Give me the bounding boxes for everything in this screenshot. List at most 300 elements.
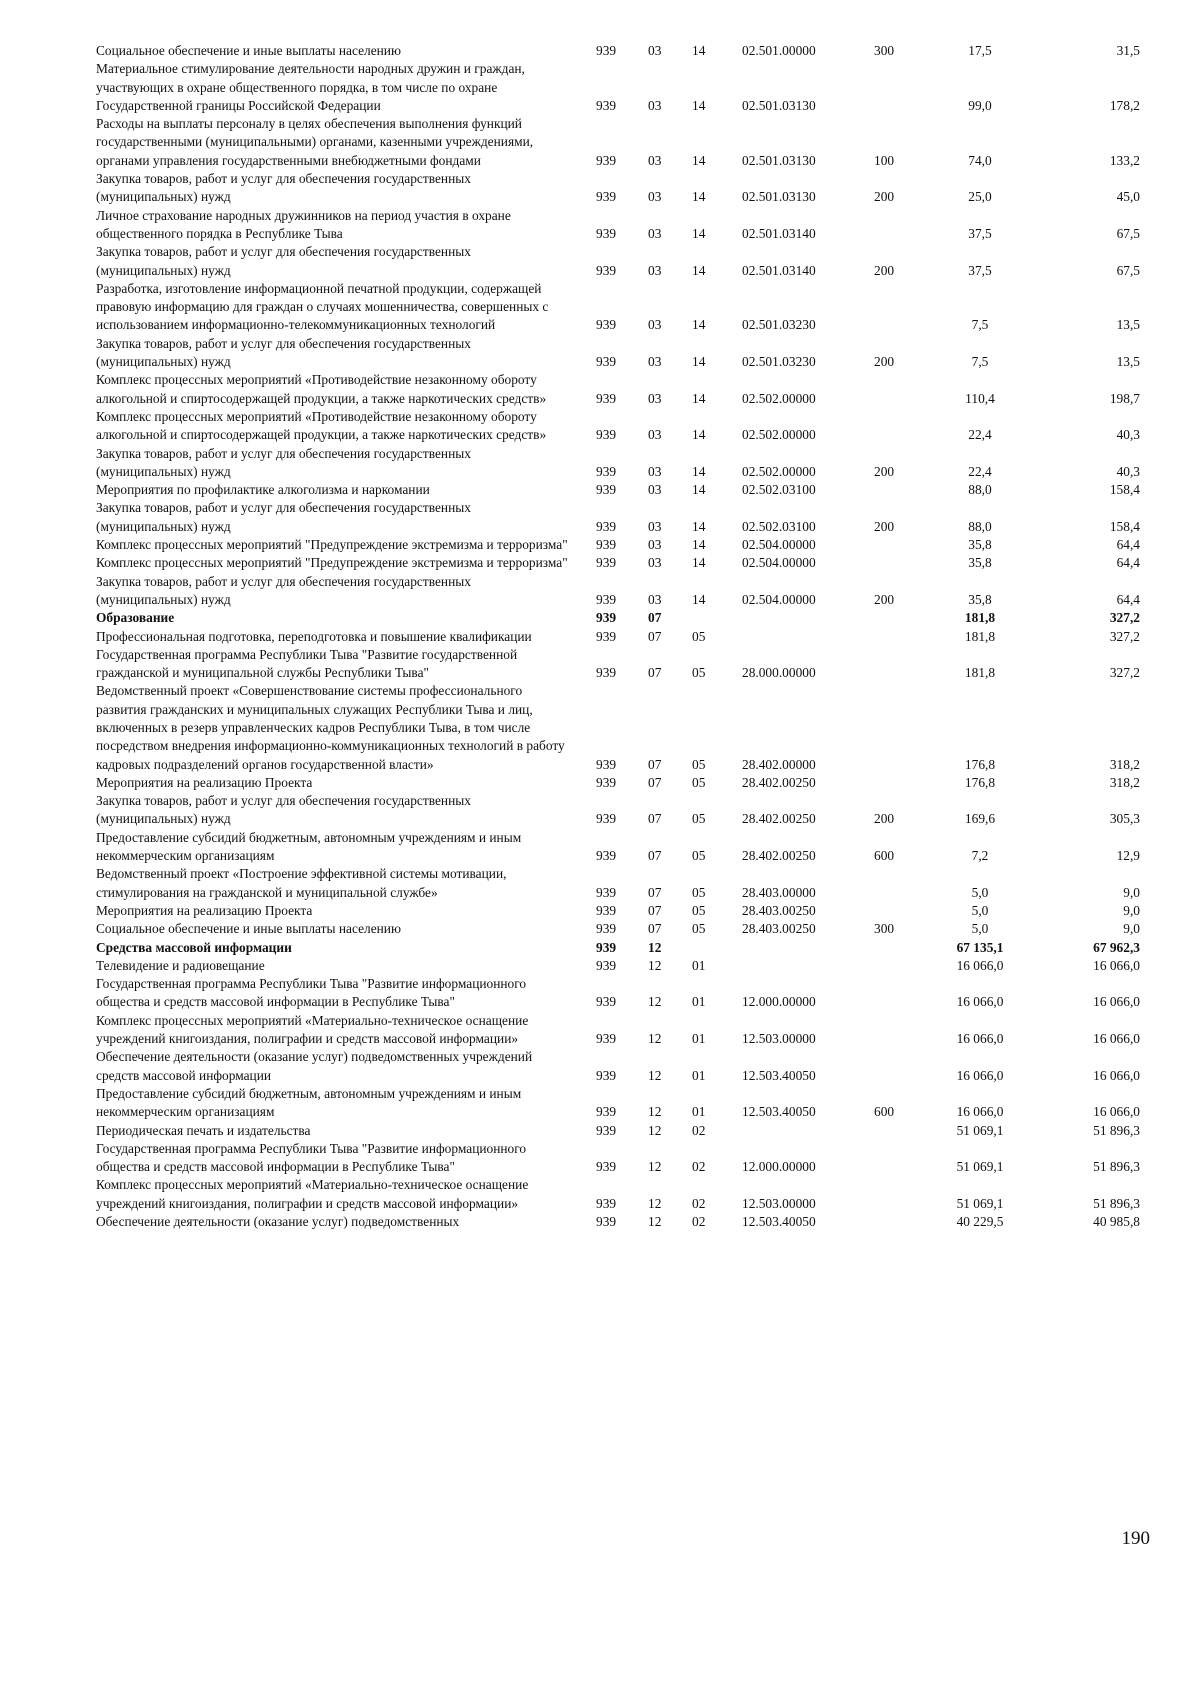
table-row — [96, 499, 1140, 536]
row-ved-code: 939 — [596, 555, 617, 571]
row-amount-year1: 16 066,0 — [956, 1067, 1004, 1083]
row-amount-year2: 51 896,3 — [1093, 1122, 1140, 1138]
row-target-article: 28.402.00250 — [742, 811, 816, 827]
row-subsection-code: 05 — [692, 628, 706, 644]
row-subsection-code: 01 — [692, 1104, 706, 1120]
table-row — [96, 1176, 1140, 1213]
row-name: Личное страхование народных дружинников на период участия в охране общественного порядка в Республике Тыва — [96, 207, 511, 241]
row-expense-type — [874, 628, 930, 646]
row-expense-type: 600 — [874, 1104, 895, 1120]
row-target-article: 28.000.00000 — [742, 665, 816, 681]
row-amount-year2: 40 985,8 — [1093, 1214, 1140, 1229]
row-subsection-code: 14 — [692, 43, 706, 58]
row-amount-year1: 176,8 — [964, 774, 996, 790]
row-subsection-code: 14 — [692, 152, 706, 168]
row-target-article: 02.502.03100 — [742, 482, 816, 498]
table-row — [96, 609, 1140, 627]
row-amount-year1: 17,5 — [968, 43, 992, 58]
row-ved-code: 939 — [596, 628, 617, 644]
row-amount-year2: 158,4 — [1109, 518, 1140, 534]
row-subsection-code: 14 — [692, 97, 706, 113]
row-section-code: 07 — [648, 811, 662, 827]
row-amount-year1: 7,5 — [971, 354, 989, 370]
row-target-article — [742, 957, 874, 975]
row-amount-year1: 40 229,5 — [956, 1214, 1004, 1229]
row-amount-year2: 16 066,0 — [1093, 1104, 1140, 1120]
row-section-code: 12 — [648, 1159, 662, 1175]
row-target-article: 12.503.00000 — [742, 1031, 816, 1047]
row-name: Социальное обеспечение и иные выплаты населению — [96, 921, 401, 937]
row-subsection-code: 05 — [692, 884, 706, 900]
table-body — [96, 42, 1140, 1231]
row-amount-year1: 88,0 — [968, 482, 992, 498]
row-expense-type — [874, 1012, 930, 1049]
row-name: Государственная программа Республики Тыва "Развитие информационного общества и средств массовой информации в Республике Тыва" — [96, 976, 527, 1010]
row-section-code: 03 — [648, 390, 662, 406]
row-expense-type — [874, 1140, 930, 1177]
row-expense-type — [874, 1213, 930, 1231]
row-amount-year2: 327,2 — [1109, 628, 1140, 644]
table-row — [96, 865, 1140, 902]
row-ved-code: 939 — [596, 811, 617, 827]
row-target-article: 02.501.03130 — [742, 152, 816, 168]
row-amount-year1: 22,4 — [968, 427, 992, 443]
row-amount-year1: 35,8 — [968, 591, 992, 607]
row-amount-year2: 305,3 — [1109, 811, 1140, 827]
row-ved-code: 939 — [596, 225, 617, 241]
row-amount-year1: 51 069,1 — [956, 1195, 1004, 1211]
row-section-code: 03 — [648, 43, 662, 58]
row-amount-year2: 45,0 — [1116, 189, 1140, 205]
row-amount-year1: 181,8 — [964, 665, 996, 681]
row-target-article: 12.503.00000 — [742, 1195, 816, 1211]
row-section-code: 03 — [648, 518, 662, 534]
row-amount-year2: 327,2 — [1109, 665, 1140, 681]
row-subsection-code: 14 — [692, 463, 706, 479]
row-target-article: 12.000.00000 — [742, 1159, 816, 1175]
row-ved-code: 939 — [596, 774, 617, 790]
row-amount-year1: 16 066,0 — [956, 957, 1004, 973]
row-section-code: 03 — [648, 482, 662, 498]
row-amount-year2: 67,5 — [1116, 225, 1140, 241]
row-subsection-code: 01 — [692, 994, 706, 1010]
table-row — [96, 1012, 1140, 1049]
row-subsection-code: 14 — [692, 225, 706, 241]
row-section-code: 12 — [648, 1104, 662, 1120]
row-ved-code: 939 — [596, 1159, 617, 1175]
table-row — [96, 902, 1140, 920]
row-name: Социальное обеспечение и иные выплаты населению — [96, 43, 401, 58]
row-section-code: 07 — [648, 628, 662, 644]
row-expense-type — [874, 60, 930, 115]
table-row — [96, 115, 1140, 170]
row-name: Комплекс процессных мероприятий "Предупреждение экстремизма и терроризма" — [96, 537, 568, 553]
row-subsection-code: 05 — [692, 811, 706, 827]
row-expense-type: 600 — [874, 848, 895, 864]
row-name: Телевидение и радиовещание — [96, 957, 265, 973]
row-ved-code: 939 — [596, 994, 617, 1010]
table-row — [96, 536, 1140, 554]
row-ved-code: 939 — [596, 537, 617, 553]
row-subsection-code: 05 — [692, 902, 706, 918]
row-expense-type: 200 — [874, 518, 895, 534]
row-expense-type — [874, 646, 930, 683]
row-section-code: 07 — [648, 610, 662, 626]
row-name: Закупка товаров, работ и услуг для обеспечения государственных (муниципальных) нужд — [96, 793, 471, 827]
row-target-article: 12.000.00000 — [742, 994, 816, 1010]
row-name: Мероприятия на реализацию Проекта — [96, 902, 313, 918]
row-expense-type — [874, 536, 930, 554]
row-name: Закупка товаров, работ и услуг для обеспечения государственных (муниципальных) нужд — [96, 335, 471, 370]
row-amount-year1: 51 069,1 — [956, 1122, 1004, 1138]
row-name: Государственная программа Республики Тыва "Развитие государственной гражданской и муниципальной службы Республики Тыва" — [96, 646, 518, 681]
row-ved-code: 939 — [596, 939, 617, 955]
row-amount-year1: 16 066,0 — [956, 1031, 1004, 1047]
table-row — [96, 445, 1140, 482]
row-subsection-code: 14 — [692, 317, 706, 333]
row-subsection-code: 05 — [692, 774, 706, 790]
row-expense-type — [874, 280, 930, 335]
table-row — [96, 170, 1140, 207]
row-subsection-code — [692, 939, 742, 957]
row-amount-year2: 178,2 — [1109, 97, 1140, 113]
row-amount-year2: 67 962,3 — [1093, 939, 1140, 955]
row-subsection-code: 02 — [692, 1195, 706, 1211]
row-amount-year2: 40,3 — [1116, 427, 1140, 443]
row-expense-type: 300 — [874, 921, 895, 937]
row-section-code: 12 — [648, 957, 662, 973]
row-subsection-code: 14 — [692, 482, 706, 498]
row-target-article — [742, 609, 874, 627]
row-amount-year2: 16 066,0 — [1093, 994, 1140, 1010]
row-subsection-code: 01 — [692, 1067, 706, 1083]
row-ved-code: 939 — [596, 1122, 617, 1138]
row-section-code: 03 — [648, 97, 662, 113]
row-name: Обеспечение деятельности (оказание услуг) подведомственных — [96, 1214, 460, 1229]
table-row — [96, 920, 1140, 938]
row-section-code: 03 — [648, 537, 662, 553]
row-amount-year1: 74,0 — [968, 152, 992, 168]
row-expense-type — [874, 371, 930, 408]
row-amount-year2: 51 896,3 — [1093, 1195, 1140, 1211]
row-ved-code: 939 — [596, 518, 617, 534]
row-section-code: 03 — [648, 354, 662, 370]
row-expense-type: 200 — [874, 189, 895, 205]
row-target-article: 12.503.40050 — [742, 1214, 816, 1229]
row-name: Обеспечение деятельности (оказание услуг) подведомственных учреждений средств массовой информации — [96, 1049, 533, 1083]
row-amount-year1: 5,0 — [971, 921, 989, 937]
row-name: Материальное стимулирование деятельности народных дружин и граждан, участвующих в охране общественного порядка, в том числе по охране Государственной границы Российской Федерации — [96, 61, 525, 113]
table-row — [96, 1085, 1140, 1122]
row-ved-code: 939 — [596, 902, 617, 918]
row-subsection-code: 14 — [692, 427, 706, 443]
row-section-code: 03 — [648, 463, 662, 479]
row-subsection-code: 14 — [692, 390, 706, 406]
row-amount-year1: 5,0 — [971, 884, 989, 900]
row-amount-year1: 110,4 — [965, 390, 995, 406]
row-target-article: 28.403.00250 — [742, 902, 816, 918]
table-row — [96, 335, 1140, 372]
row-ved-code: 939 — [596, 921, 617, 937]
row-section-code: 12 — [648, 1195, 662, 1211]
row-amount-year2: 318,2 — [1109, 774, 1140, 790]
row-subsection-code: 14 — [692, 262, 706, 278]
row-amount-year2: 327,2 — [1109, 610, 1140, 626]
row-expense-type — [874, 975, 930, 1012]
row-amount-year2: 9,0 — [1123, 902, 1140, 918]
row-name: Закупка товаров, работ и услуг для обеспечения государственных (муниципальных) нужд — [96, 244, 471, 278]
row-expense-type — [874, 609, 930, 627]
row-expense-type — [874, 207, 930, 244]
row-name: Государственная программа Республики Тыва "Развитие информационного общества и средств массовой информации в Республике Тыва" — [96, 1140, 527, 1175]
row-subsection-code: 02 — [692, 1214, 706, 1229]
row-amount-year1: 67 135,1 — [956, 939, 1004, 955]
row-amount-year1: 181,8 — [964, 628, 996, 644]
row-name: Предоставление субсидий бюджетным, автономным учреждениям и иным некоммерческим организациям — [96, 829, 522, 864]
row-section-code: 12 — [648, 1122, 662, 1138]
row-ved-code: 939 — [596, 482, 617, 498]
table-row — [96, 371, 1140, 408]
row-ved-code: 939 — [596, 610, 617, 626]
row-subsection-code: 05 — [692, 756, 706, 772]
row-name: Комплекс процессных мероприятий «Материально-техническое оснащение учреждений книгоиздания, полиграфии и средств массовой информации» — [96, 1012, 529, 1047]
row-subsection-code: 14 — [692, 354, 706, 370]
row-ved-code: 939 — [596, 884, 617, 900]
row-amount-year2: 158,4 — [1109, 482, 1140, 498]
row-section-code: 03 — [648, 317, 662, 333]
row-subsection-code: 05 — [692, 665, 706, 681]
row-target-article: 02.501.03230 — [742, 317, 816, 333]
row-name: Комплекс процессных мероприятий «Противодействие незаконному обороту алкогольной и спиртосодержащей продукции, а также наркотических средств» — [96, 372, 547, 406]
row-section-code: 07 — [648, 756, 662, 772]
row-target-article — [742, 1122, 874, 1140]
row-ved-code: 939 — [596, 1067, 617, 1083]
table-row — [96, 42, 1140, 60]
row-expense-type: 200 — [874, 463, 895, 479]
row-target-article: 02.501.00000 — [742, 43, 816, 58]
table-row — [96, 829, 1140, 866]
row-ved-code: 939 — [596, 848, 617, 864]
row-expense-type — [874, 1048, 930, 1085]
row-amount-year1: 181,8 — [964, 610, 996, 626]
row-target-article: 02.501.03230 — [742, 354, 816, 370]
row-expense-type: 200 — [874, 591, 895, 607]
row-amount-year2: 16 066,0 — [1093, 957, 1140, 973]
table-row — [96, 60, 1140, 115]
row-target-article: 02.501.03130 — [742, 97, 816, 113]
row-expense-type — [874, 774, 930, 792]
row-ved-code: 939 — [596, 1104, 617, 1120]
row-target-article: 02.501.03140 — [742, 262, 816, 278]
row-target-article: 28.403.00000 — [742, 884, 816, 900]
row-target-article — [742, 939, 874, 957]
row-section-code: 07 — [648, 921, 662, 937]
row-section-code: 03 — [648, 152, 662, 168]
row-section-code: 12 — [648, 1214, 662, 1229]
table-row — [96, 1048, 1140, 1085]
row-section-code: 07 — [648, 884, 662, 900]
row-target-article: 02.502.03100 — [742, 518, 816, 534]
row-expense-type — [874, 902, 930, 920]
row-amount-year2: 12,9 — [1116, 848, 1140, 864]
row-section-code: 12 — [648, 1067, 662, 1083]
row-amount-year2: 51 896,3 — [1093, 1159, 1140, 1175]
row-amount-year2: 64,4 — [1116, 555, 1140, 571]
row-amount-year2: 133,2 — [1109, 152, 1140, 168]
table-row — [96, 280, 1140, 335]
row-ved-code: 939 — [596, 665, 617, 681]
row-ved-code: 939 — [596, 152, 617, 168]
row-amount-year2: 318,2 — [1109, 756, 1140, 772]
row-ved-code: 939 — [596, 390, 617, 406]
table-row — [96, 573, 1140, 610]
row-amount-year2: 67,5 — [1116, 262, 1140, 278]
row-name: Разработка, изготовление информационной печатной продукции, содержащей правовую информацию для граждан о случаях мошенничества, совершенных с использованием информационно-телекоммуникационных технологий — [96, 280, 549, 333]
row-ved-code: 939 — [596, 1195, 617, 1211]
row-section-code: 07 — [648, 848, 662, 864]
row-target-article: 28.402.00250 — [742, 774, 816, 790]
row-ved-code: 939 — [596, 43, 617, 58]
row-target-article: 12.503.40050 — [742, 1067, 816, 1083]
row-subsection-code: 01 — [692, 957, 706, 973]
row-section-code: 03 — [648, 189, 662, 205]
row-amount-year2: 13,5 — [1116, 354, 1140, 370]
row-amount-year1: 7,2 — [971, 848, 989, 864]
row-subsection-code: 14 — [692, 189, 706, 205]
table-row — [96, 1213, 1140, 1231]
table-row — [96, 646, 1140, 683]
row-ved-code: 939 — [596, 317, 617, 333]
row-ved-code: 939 — [596, 957, 617, 973]
row-name: Расходы на выплаты персоналу в целях обеспечения выполнения функций государственными (муниципальными) органами, казенными учреждениями, органами управления государственными внебюджетными фондами — [96, 116, 534, 168]
row-expense-type — [874, 682, 930, 773]
row-ved-code: 939 — [596, 1214, 617, 1229]
row-name: Ведомственный проект «Совершенствование системы профессионального развития гражданских и муниципальных служащих Республики Тыва и лиц, включенных в резерв управленческих кадров Республики Тыва, в том числе посредством внедрения информационно-коммуникационных технологий в работу кадровых подразделений органов государственной власти» — [96, 683, 565, 772]
row-amount-year2: 40,3 — [1116, 463, 1140, 479]
row-section-code: 03 — [648, 262, 662, 278]
row-target-article: 02.504.00000 — [742, 555, 816, 571]
row-section-code: 12 — [648, 939, 662, 955]
row-target-article: 02.501.03140 — [742, 225, 816, 241]
row-name: Мероприятия по профилактике алкоголизма и наркомании — [96, 482, 430, 498]
row-ved-code: 939 — [596, 97, 617, 113]
table-row — [96, 554, 1140, 572]
row-amount-year1: 25,0 — [968, 189, 992, 205]
row-amount-year1: 37,5 — [968, 225, 992, 241]
row-target-article: 28.402.00250 — [742, 848, 816, 864]
row-name: Периодическая печать и издательства — [96, 1122, 311, 1138]
row-subsection-code: 05 — [692, 848, 706, 864]
table-row — [96, 408, 1140, 445]
row-subsection-code: 14 — [692, 537, 706, 553]
row-target-article: 02.504.00000 — [742, 537, 816, 553]
row-target-article: 12.503.40050 — [742, 1104, 816, 1120]
row-ved-code: 939 — [596, 756, 617, 772]
row-amount-year2: 9,0 — [1123, 921, 1140, 937]
row-subsection-code: 14 — [692, 591, 706, 607]
row-ved-code: 939 — [596, 427, 617, 443]
row-amount-year1: 88,0 — [968, 518, 992, 534]
row-subsection-code: 02 — [692, 1122, 706, 1138]
row-amount-year2: 13,5 — [1116, 317, 1140, 333]
row-subsection-code: 02 — [692, 1159, 706, 1175]
row-name: Образование — [96, 610, 175, 626]
row-subsection-code: 14 — [692, 555, 706, 571]
row-section-code: 03 — [648, 591, 662, 607]
row-target-article: 02.502.00000 — [742, 463, 816, 479]
row-amount-year1: 99,0 — [968, 97, 992, 113]
row-expense-type — [874, 408, 930, 445]
row-ved-code: 939 — [596, 1031, 617, 1047]
row-target-article: 02.502.00000 — [742, 427, 816, 443]
row-amount-year1: 7,5 — [971, 317, 989, 333]
row-name: Профессиональная подготовка, переподготовка и повышение квалификации — [96, 628, 532, 644]
row-ved-code: 939 — [596, 591, 617, 607]
row-expense-type — [874, 957, 930, 975]
row-name: Средства массовой информации — [96, 939, 292, 955]
row-target-article: 02.502.00000 — [742, 390, 816, 406]
row-amount-year1: 169,6 — [964, 811, 996, 827]
row-expense-type — [874, 554, 930, 572]
row-section-code: 03 — [648, 555, 662, 571]
row-amount-year1: 22,4 — [968, 463, 992, 479]
row-amount-year2: 64,4 — [1116, 537, 1140, 553]
row-amount-year1: 35,8 — [968, 537, 992, 553]
row-ved-code: 939 — [596, 354, 617, 370]
row-name: Мероприятия на реализацию Проекта — [96, 774, 313, 790]
row-name: Закупка товаров, работ и услуг для обеспечения государственных (муниципальных) нужд — [96, 500, 471, 534]
row-amount-year1: 16 066,0 — [956, 994, 1004, 1010]
row-expense-type: 100 — [874, 152, 895, 168]
table-row — [96, 939, 1140, 957]
row-name: Комплекс процессных мероприятий «Материально-техническое оснащение учреждений книгоиздания, полиграфии и средств массовой информации» — [96, 1177, 529, 1211]
row-target-article — [742, 628, 874, 646]
row-section-code: 12 — [648, 1031, 662, 1047]
row-name: Комплекс процессных мероприятий «Противодействие незаконному обороту алкогольной и спиртосодержащей продукции, а также наркотических средств» — [96, 408, 547, 443]
row-subsection-code: 05 — [692, 921, 706, 937]
row-name: Комплекс процессных мероприятий "Предупреждение экстремизма и терроризма" — [96, 555, 568, 571]
row-expense-type — [874, 939, 930, 957]
table-row — [96, 243, 1140, 280]
row-target-article: 28.403.00250 — [742, 921, 816, 937]
table-row — [96, 682, 1140, 773]
row-expense-type — [874, 1122, 930, 1140]
row-amount-year1: 5,0 — [971, 902, 989, 918]
row-amount-year2: 198,7 — [1109, 390, 1140, 406]
row-section-code: 07 — [648, 902, 662, 918]
row-amount-year2: 9,0 — [1123, 884, 1140, 900]
row-target-article: 28.402.00000 — [742, 756, 816, 772]
row-amount-year2: 64,4 — [1116, 591, 1140, 607]
row-target-article: 02.501.03130 — [742, 189, 816, 205]
table-row — [96, 792, 1140, 829]
row-amount-year1: 176,8 — [964, 756, 996, 772]
row-name: Закупка товаров, работ и услуг для обеспечения государственных (муниципальных) нужд — [96, 171, 471, 205]
row-expense-type: 200 — [874, 354, 895, 370]
row-amount-year1: 37,5 — [968, 262, 992, 278]
table-row — [96, 975, 1140, 1012]
row-expense-type: 200 — [874, 811, 895, 827]
row-ved-code: 939 — [596, 262, 617, 278]
page-number: 190 — [1121, 1528, 1150, 1549]
row-subsection-code: 01 — [692, 1031, 706, 1047]
table-row — [96, 774, 1140, 792]
row-ved-code: 939 — [596, 463, 617, 479]
row-subsection-code: 14 — [692, 518, 706, 534]
row-expense-type: 200 — [874, 262, 895, 278]
budget-table — [96, 42, 1140, 1231]
row-target-article: 02.504.00000 — [742, 591, 816, 607]
